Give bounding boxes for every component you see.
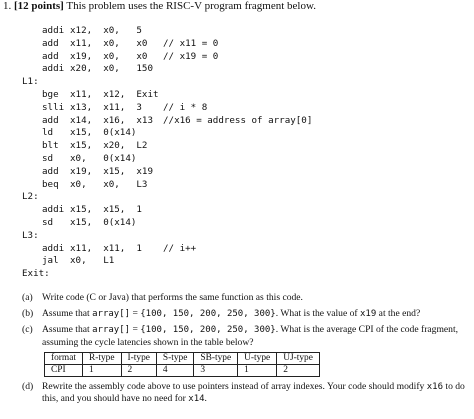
cpi-table-header-cell: I-type	[121, 352, 156, 364]
code-operands: x11, x11, 1	[70, 242, 142, 254]
code-line	[22, 166, 312, 179]
code-line	[22, 217, 312, 230]
code-comment: //x16 = address of array[0]	[163, 114, 313, 126]
code-line	[22, 179, 312, 192]
code-line	[22, 140, 312, 153]
code-instruction: jal	[42, 255, 59, 267]
code-line	[22, 153, 312, 166]
code-instruction: add	[42, 37, 59, 49]
code-label-line	[22, 191, 312, 204]
code-line	[22, 51, 312, 64]
code-line	[22, 255, 312, 268]
question-c	[22, 324, 470, 376]
question-d-register-x16: x16	[426, 381, 443, 392]
code-operands: x15, x15, 1	[70, 204, 142, 216]
code-operands: x0, 0(x14)	[70, 152, 137, 164]
cpi-table-header-cell: S-type	[156, 352, 193, 364]
problem-points: [12 points]	[14, 0, 64, 12]
cpi-table-cell: 2	[277, 364, 320, 376]
code-instruction: addi	[42, 25, 65, 36]
code-instruction: add	[42, 114, 59, 126]
code-label: L3:	[22, 229, 39, 241]
question-b-array: array[]	[92, 309, 131, 320]
code-label-line	[22, 76, 312, 89]
code-operands: x11, x12, Exit	[70, 88, 159, 100]
code-line	[22, 102, 312, 115]
cpi-table-header-cell: R-type	[83, 352, 122, 364]
question-c-post: . What is the average CPI of the code fragment, assuming the cycle latencies shown in the table below?	[42, 324, 459, 348]
cpi-table-header-cell: SB-type	[194, 352, 238, 364]
code-label-line	[22, 268, 312, 281]
code-label: Exit:	[22, 268, 50, 280]
cpi-table-cell: 1	[83, 364, 122, 376]
code-instruction: sd	[42, 152, 54, 164]
cpi-table-cell: 2	[121, 364, 156, 376]
code-label: L2:	[22, 191, 39, 203]
code-instruction: slli	[42, 101, 65, 113]
problem-number: 1.	[3, 0, 12, 12]
cpi-table-header-cell: format	[45, 352, 83, 364]
code-label: L1:	[22, 76, 39, 88]
code-operands: x11, x0, x0	[70, 37, 148, 49]
code-instruction: bge	[42, 88, 59, 100]
problem-intro: This problem uses the RISC-V program fragment below.	[66, 0, 316, 12]
cpi-table-value-row	[45, 364, 320, 376]
cpi-table-header-cell: UJ-type	[277, 352, 320, 364]
code-comment: // x19 = 0	[163, 50, 219, 62]
cpi-table-cell: 3	[194, 364, 238, 376]
code-instruction: sd	[42, 216, 54, 228]
code-instruction: addi	[42, 242, 65, 254]
code-line	[22, 204, 312, 217]
code-operands: x0, L1	[70, 255, 115, 267]
question-b-eq: =	[130, 308, 141, 320]
question-c-label: (c)	[22, 324, 33, 336]
code-comment: // i * 8	[163, 101, 208, 113]
code-label-line	[22, 230, 312, 243]
question-b	[22, 308, 470, 320]
code-operands: x15, x20, L2	[70, 140, 148, 152]
cpi-table-cell: 4	[156, 364, 193, 376]
assembly-code-block	[22, 25, 312, 281]
cpi-table	[44, 352, 320, 377]
question-d-end: .	[204, 393, 207, 405]
question-c-values: {100, 150, 200, 250, 300}	[140, 325, 276, 336]
code-operands: x19, x15, x19	[70, 165, 153, 177]
question-d-register-x14: x14	[188, 394, 205, 405]
code-instruction: addi	[42, 204, 65, 216]
code-line	[22, 63, 312, 76]
question-b-label: (b)	[22, 308, 34, 320]
code-operands: x15, 0(x14)	[70, 127, 137, 139]
code-instruction: ld	[42, 127, 54, 139]
code-line	[22, 89, 312, 102]
code-line	[22, 127, 312, 140]
question-d-pre: Rewrite the assembly code above to use pointers instead of array indexes. Your code should modify	[42, 380, 427, 392]
code-line	[22, 25, 312, 38]
question-c-pre: Assume that	[42, 324, 93, 336]
code-line	[22, 243, 312, 256]
code-instruction: beq	[42, 178, 59, 190]
code-instruction: addi	[42, 63, 65, 75]
question-b-post: . What is the value of	[275, 308, 361, 320]
code-operands: x15, 0(x14)	[70, 216, 137, 228]
cpi-table-header-row	[45, 352, 320, 364]
cpi-table-cell: 1	[238, 364, 277, 376]
code-operands: x0, x0, L3	[70, 178, 148, 190]
questions-list	[22, 292, 470, 409]
code-operands: x13, x11, 3	[70, 101, 142, 113]
question-d	[22, 381, 470, 405]
question-b-values: {100, 150, 200, 250, 300}	[140, 309, 276, 320]
question-d-mid: to do this, and you should have no need for	[42, 380, 465, 405]
code-instruction: blt	[42, 140, 59, 152]
question-b-end: at the end?	[376, 308, 421, 320]
question-a-label: (a)	[22, 292, 33, 303]
cpi-table-cell: CPI	[45, 364, 83, 376]
code-instruction: add	[42, 165, 59, 177]
question-a	[22, 292, 470, 304]
question-b-pre: Assume that	[42, 308, 93, 320]
question-a-text: Write code (C or Java) that performs the same function as this code.	[42, 292, 303, 303]
code-operands: x19, x0, x0	[70, 50, 148, 62]
cpi-table-header-cell: U-type	[238, 352, 277, 364]
code-operands: x12, x0, 5	[70, 25, 142, 36]
code-line	[22, 38, 312, 51]
question-b-register: x19	[360, 309, 377, 320]
question-c-eq: =	[130, 324, 141, 336]
problem-header	[3, 0, 316, 13]
code-line	[22, 115, 312, 128]
code-operands: x14, x16, x13	[70, 114, 153, 126]
code-comment: // i++	[163, 242, 197, 254]
code-operands: x20, x0, 150	[70, 63, 153, 75]
question-d-label: (d)	[22, 380, 34, 392]
question-c-array: array[]	[92, 325, 131, 336]
code-comment: // x11 = 0	[163, 37, 219, 49]
code-instruction: add	[42, 50, 59, 62]
